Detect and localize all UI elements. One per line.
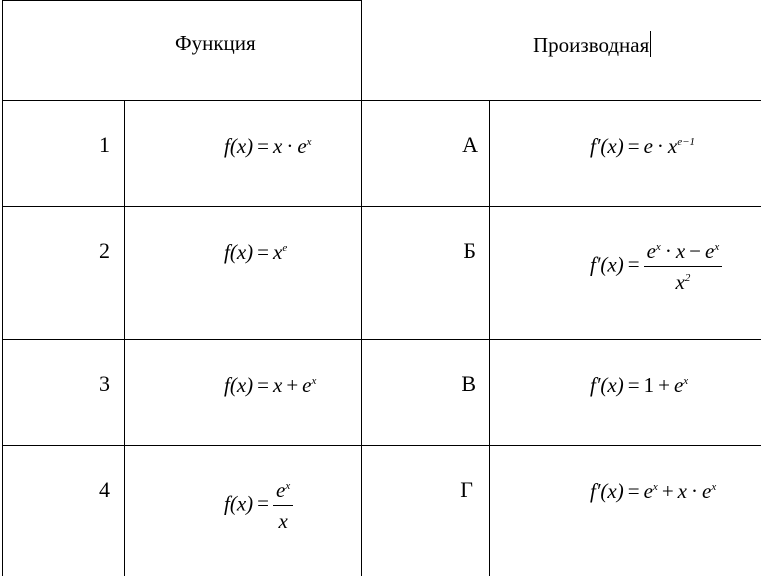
table-row-divider [2, 339, 761, 340]
function-formula: $f(x) = x + e^x$ [224, 373, 317, 397]
derivative-formula: $f'(x) = e \cdot x^{e-1}$ [590, 134, 696, 158]
row-letter: Б [463, 238, 476, 263]
header-derivative-cell[interactable] [533, 31, 651, 57]
table-row-divider [2, 445, 761, 446]
text-cursor [650, 31, 651, 57]
table-column-divider [124, 100, 125, 576]
row-number: 1 [99, 132, 110, 157]
table-row-divider [2, 206, 761, 207]
row-number: 4 [99, 477, 110, 502]
row-number: 2 [99, 238, 110, 263]
fraction: $\frac{e^x}{x}$ [273, 478, 293, 533]
table-column-divider [361, 0, 362, 576]
function-formula: $f(x) = x \cdot e^x$ [224, 134, 312, 158]
header-function: Функция [175, 31, 256, 55]
function-formula: f(x) = $\frac{e^x}{x}$ [224, 478, 293, 533]
fraction: $\frac{e^x \cdot x - e^x}{x^2}$ [644, 239, 723, 294]
row-letter: В [461, 371, 476, 396]
table-column-divider [489, 100, 490, 576]
table-border-top [2, 0, 361, 1]
derivative-formula: $f'(x) = e^x + x \cdot e^x$ [590, 479, 717, 503]
function-formula: $f(x) = x^e$ [224, 240, 288, 264]
derivative-formula: f′(x) = $\frac{e^x \cdot x - e^x}{x^2}$ [590, 239, 722, 294]
table-border-left [2, 0, 3, 576]
table-row-divider [2, 100, 761, 101]
row-letter: А [462, 132, 478, 157]
header-derivative: Производная [533, 33, 650, 57]
row-letter: Г [460, 477, 473, 502]
row-number: 3 [99, 371, 110, 396]
derivative-formula: $f'(x) = 1 + e^x$ [590, 373, 689, 397]
